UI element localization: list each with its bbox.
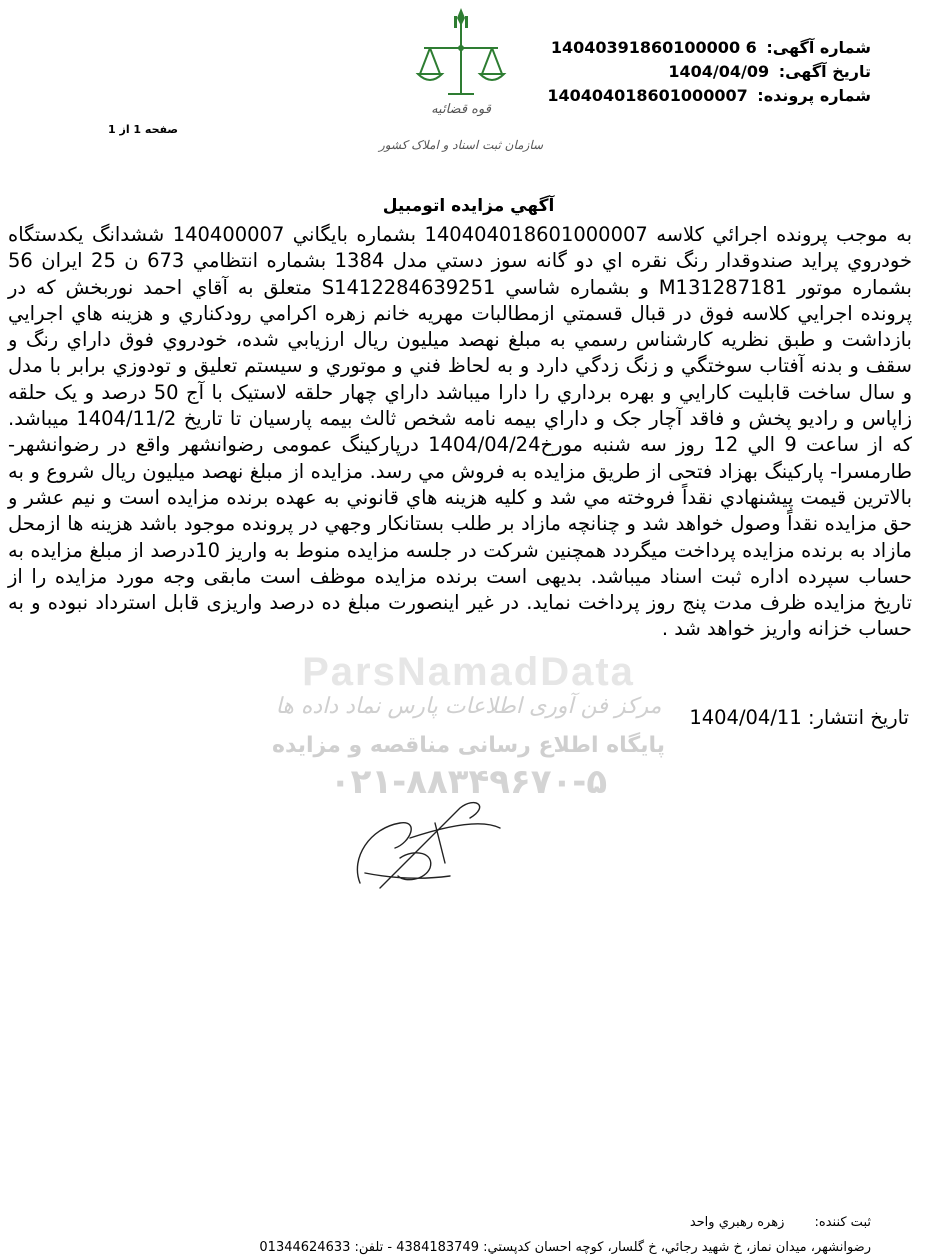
handwritten-signature bbox=[340, 788, 510, 898]
notice-date: 1404/04/09 bbox=[668, 62, 770, 81]
watermark-phone: ۰۲۱-۸۸۳۴۹۶۷۰-۵ bbox=[329, 762, 608, 802]
registrar-name: زهره رهبري واحد bbox=[689, 1215, 785, 1230]
watermark-center-name: مرکز فن آوری اطلاعات پارس نماد داده ها bbox=[275, 694, 662, 719]
watermark-brand: ParsNamadData bbox=[302, 650, 635, 694]
publish-date: 1404/04/11 bbox=[689, 706, 802, 729]
notice-title: آگهي مزايده اتومبيل bbox=[382, 196, 555, 216]
case-number-label: شماره پرونده: bbox=[757, 86, 871, 105]
registrar-row bbox=[14, 1215, 871, 1230]
notice-number-row bbox=[547, 36, 871, 60]
judiciary-motto: قوه قضائیه bbox=[431, 102, 491, 117]
notice-body: به موجب پرونده اجرائي كلاسه 140404018601000007 بشماره بايگاني 140400007 ششدانگ يكدستگاه خودروي پرايد صندوقدار رنگ نقره اي دو گانه سوز دستي مدل 1384 بشماره انتظامي 673 ن 25 ايران 56 بشماره موتور M131287181 و بشماره شاسي S1412284639251 متعلق به آقاي احمد نوربخش كه در پرونده اجرايي كلاسه فوق در قبال قسمتي ازمطالبات مهريه خانم زهره اكرامي رودكناري و هزينه هاي اجرايي بازداشت و طبق نظريه كارشناس رسمي به مبلغ نهصد ميليون ريال ارزيابي شده، خودروي فوق داراي رنگ و سقف و بدنه آفتاب سوختگي و زنگ زدگي دارد و به لحاظ فني و موتوري و سيستم تعليق و تودوزي برابر با مدل و سال ساخت قابليت كارايي و بهره برداري را دارا ميباشد داراي چهار حلقه لاستيک با آج 50 درصد و يک حلقه زاپاس و راديو پخش و فاقد آچار جک و داراي بيمه نامه شخص ثالث بيمه پارسيان تا تاريخ 1404/11/2 ميباشد. كه از ساعت 9 الي 12 روز سه شنبه مورخ1404/04/24 درپاركينگ عمومی رضوانشهر واقع در رضوانشهر- طارمسرا- پاركينگ بهزاد فتحی از طريق مزايده به فروش مي رسد. مزايده از مبلغ نهصد ميليون ريال شروع و به بالاترين قيمت پيشنهادي نقداً فروخته مي شد و كليه هزينه هاي قانوني به عهده برنده مزايده است و نيم عشر و حق مزايده نقداً وصول خواهد شد و چنانچه مازاد بر طلب بستانكار وجهي در پرونده موجود باشد هزينه ها ازمحل مازاد به برنده مزايده پرداخت ميگردد همچنين شركت در جلسه مزايده منوط به واريز 10درصد از مبلغ مزايده به حساب سپرده اداره ثبت اسناد ميباشد. بديهی است برنده مزايده موظف است مابقی وجه مورد مزايده را از تاريخ مزايده ظرف مدت پنج روز پرداخت نمايد. در غير اينصورت مبلغ ده درصد واريزی قابل استرداد نبوده و به حساب خزانه واريز خواهد شد . bbox=[8, 223, 913, 641]
registrar-label: ثبت كننده: bbox=[814, 1215, 871, 1230]
publish-date-label: تاریخ انتشار: bbox=[807, 706, 909, 729]
judiciary-emblem bbox=[376, 6, 546, 166]
page-number: صفحه 1 از 1 bbox=[108, 123, 179, 136]
registration-org-name: سازمان ثبت اسناد و املاک کشور bbox=[378, 138, 544, 152]
notice-date-label: تاریخ آگهی: bbox=[778, 62, 871, 81]
notice-date-row bbox=[547, 60, 871, 84]
scales-of-justice-icon bbox=[414, 6, 508, 102]
notice-number: 14040391860100000 6 bbox=[550, 38, 757, 57]
publish-date-row bbox=[689, 706, 909, 729]
case-number: 140404018601000007 bbox=[547, 86, 748, 105]
case-number-row bbox=[547, 84, 871, 108]
office-address: رضوانشهر، ميدان نماز، خ شهيد رجائي، خ گلسار، كوچه احسان كدپستي: 4384183749 - تلفن: 01344624633 bbox=[259, 1240, 871, 1255]
notice-meta bbox=[547, 36, 871, 108]
notice-number-label: شماره آگهی: bbox=[766, 38, 871, 57]
watermark-portal-name: پایگاه اطلاع رسانی مناقصه و مزایده bbox=[272, 733, 665, 758]
